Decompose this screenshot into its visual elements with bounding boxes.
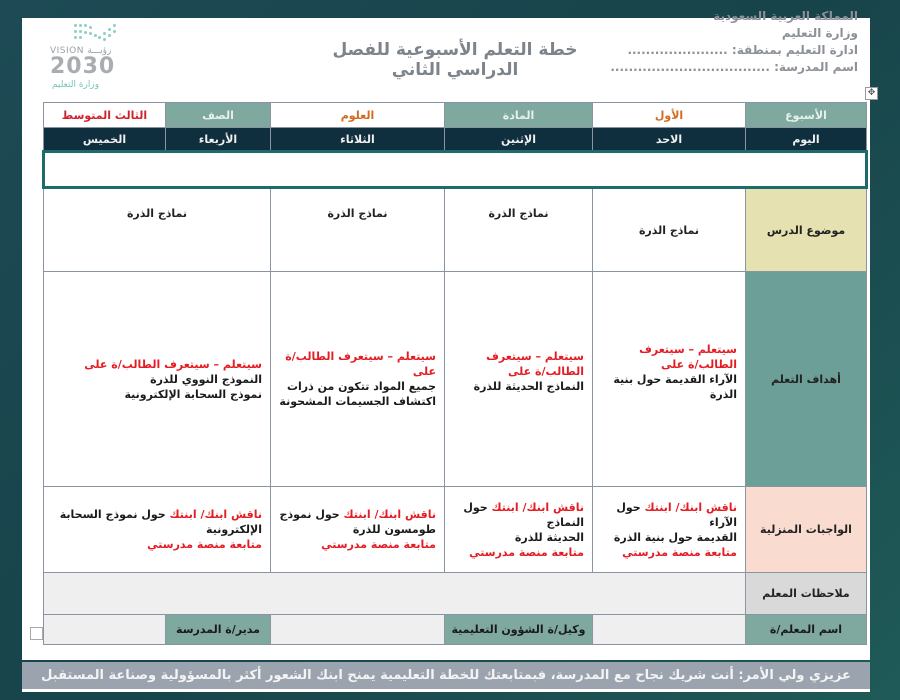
homework-topic: حول الآراء	[616, 500, 737, 529]
country-name: المملكة العربية السعودية	[713, 9, 858, 23]
homework-follow: متابعة منصة مدرستي	[469, 545, 584, 559]
week-label: الأسبوع	[746, 103, 867, 128]
homework-cell[interactable]	[271, 487, 445, 573]
blank-row	[44, 152, 867, 188]
goals-line: النموذج النووي للذرة	[150, 372, 262, 386]
goals-cell[interactable]	[593, 272, 746, 487]
principal-label: مدير/ة المدرسة	[166, 615, 271, 645]
goals-line: الآراء القديمة حول بنية الذرة	[613, 372, 737, 401]
topic-label: موضوع الدرس	[746, 188, 867, 272]
goals-cell[interactable]	[445, 272, 593, 487]
topic-cell[interactable]: نماذج الذرة	[445, 188, 593, 272]
homework-discuss: ناقش ابنك/ ابنتك	[343, 508, 436, 521]
ministry-name: وزارة التعليم	[781, 26, 858, 40]
goals-intro: سيتعلم – سيتعرف الطالب/ة على	[486, 350, 584, 378]
homework-topic-cont: الحديثة للذرة	[514, 530, 584, 544]
homework-cell[interactable]	[445, 487, 593, 573]
day-sunday: الاحد	[593, 128, 746, 152]
goals-label: أهداف التعلم	[746, 272, 867, 487]
goals-intro: سيتعلم – سيتعرف الطالب/ة على	[84, 357, 262, 371]
homework-topic: حول النماذج	[463, 500, 584, 529]
homework-label: الواجبات المنزلية	[746, 487, 867, 573]
homework-discuss: ناقش ابنك/ ابنتك	[169, 508, 262, 521]
homework-follow: متابعة منصة مدرستي	[622, 545, 737, 559]
day-thursday: الخميس	[44, 128, 166, 152]
paragraph-marker-box[interactable]	[30, 627, 43, 640]
logo-year-text: 2030	[50, 54, 116, 79]
goals-intro: سيتعلم – سيتعرف الطالب/ة على	[639, 342, 737, 371]
homework-cell[interactable]	[593, 487, 746, 573]
signatures-row	[44, 615, 867, 645]
goals-line: اكتشاف الجسيمات المشحونة	[279, 395, 436, 408]
footer-divider	[22, 689, 870, 692]
page-title: خطة التعلم الأسبوعية للفصل الدراسي الثاني	[332, 40, 578, 80]
homework-cell[interactable]	[44, 487, 271, 573]
days-row	[44, 128, 867, 152]
grade-label: الصف	[166, 103, 271, 128]
grade-value[interactable]: الثالث المتوسط	[44, 103, 166, 128]
deputy-label: وكيل/ة الشؤون التعليمية	[445, 615, 593, 645]
homework-row	[44, 487, 867, 573]
teacher-name-label: اسم المعلم/ة	[746, 615, 867, 645]
parent-message-banner: عزيزي ولي الأمر: أنت شريك نجاح مع المدرسة، فبمتابعتك للخطة التعليمية يمنح ابنك الشعور أكثر بالمسؤولية وصناعة المستقبل	[22, 662, 870, 689]
topic-row	[44, 188, 867, 272]
logo-dots-icon	[72, 22, 118, 48]
topic-cell[interactable]: نماذج الذرة	[593, 188, 746, 272]
notes-input-cell[interactable]	[44, 573, 746, 615]
logo-vision-text: VISION رؤيـــة	[50, 46, 112, 56]
goals-line: نموذج السحابة الإلكترونية	[124, 387, 262, 401]
goals-intro: سيتعلم – سيتعرف الطالب/ة على	[285, 350, 436, 378]
homework-topic-cont: طومسون للذرة	[352, 523, 436, 536]
homework-topic-cont: القديمة حول بنية الذرة	[613, 530, 737, 544]
homework-follow: متابعة منصة مدرستي	[147, 538, 262, 551]
header-info	[610, 8, 858, 76]
day-tuesday: الثلاثاء	[271, 128, 445, 152]
day-wednesday: الأربعاء	[166, 128, 271, 152]
subject-value[interactable]: العلوم	[271, 103, 445, 128]
teacher-name-input[interactable]	[593, 615, 746, 645]
subject-label: المادة	[445, 103, 593, 128]
homework-topic: حول نموذج	[279, 508, 344, 521]
notes-row	[44, 573, 867, 615]
day-label: اليوم	[746, 128, 867, 152]
info-row	[44, 103, 867, 128]
homework-follow: متابعة منصة مدرستي	[321, 538, 436, 551]
logo-ministry-text: وزارة التعليم	[52, 80, 100, 90]
goals-cell[interactable]	[271, 272, 445, 487]
school-field[interactable]: اسم المدرسة: ...................................	[610, 60, 858, 74]
goals-row	[44, 272, 867, 487]
topic-cell[interactable]: نماذج الذرة	[44, 188, 271, 272]
goals-cell[interactable]	[44, 272, 271, 487]
table-move-handle-icon[interactable]: ✥	[865, 87, 878, 100]
notes-label: ملاحظات المعلم	[746, 573, 867, 615]
weekly-plan-table	[42, 102, 868, 645]
day-monday: الإثنين	[445, 128, 593, 152]
goals-line: جميع المواد تتكون من ذرات	[286, 380, 436, 393]
principal-signature-input[interactable]	[44, 615, 166, 645]
homework-discuss: ناقش ابنك/ ابنتك	[644, 500, 737, 514]
homework-topic: حول نموذج السحابة الإلكترونية	[59, 508, 262, 536]
topic-cell[interactable]: نماذج الذرة	[271, 188, 445, 272]
blank-input-cell[interactable]	[44, 152, 867, 188]
vision-2030-logo	[50, 22, 120, 90]
goals-line: النماذج الحديثة للذرة	[473, 380, 584, 393]
homework-discuss: ناقش ابنك/ ابنتك	[491, 500, 584, 514]
deputy-signature-input[interactable]	[271, 615, 445, 645]
region-field[interactable]: ادارة التعليم بمنطقة: ......................	[627, 43, 858, 57]
week-value[interactable]: الأول	[593, 103, 746, 128]
